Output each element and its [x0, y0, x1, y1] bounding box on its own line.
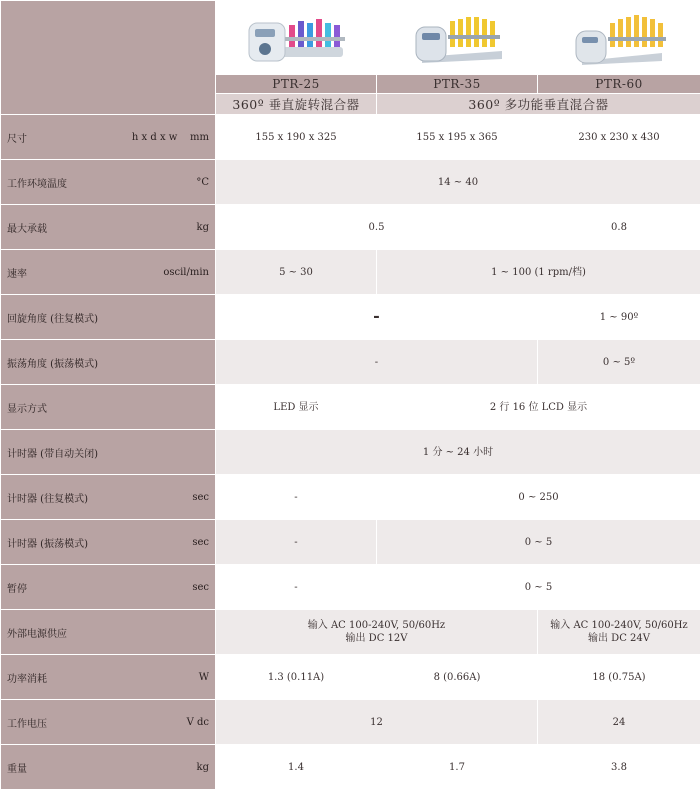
spec-value	[538, 340, 700, 385]
spec-label: 回旋角度 (往复模式)	[7, 313, 98, 325]
spec-label: 计时器 (带自动关闭)	[7, 448, 98, 460]
spec-value-text: 1.3 (0.11A)	[267, 671, 325, 683]
spec-value-text: 输入 AC 100-240V, 50/60Hz 输出 DC 12V	[307, 620, 446, 644]
model-description-ptr35-ptr60: 360º 多功能垂直混合器	[377, 94, 700, 115]
spec-value-text: 14 ~ 40	[437, 176, 479, 188]
spec-value-text: 0 ~ 5	[524, 581, 553, 593]
model-description-ptr25: 360º 垂直旋转混合器	[216, 94, 377, 115]
spec-value-text: 0 ~ 250	[518, 491, 559, 503]
product-image-ptr35	[377, 1, 538, 75]
spec-value	[216, 295, 538, 340]
spec-value-text: 1 ~ 90º	[599, 311, 639, 323]
spec-row	[1, 115, 700, 160]
spec-label-cell	[1, 745, 216, 790]
spec-unit: sec	[192, 491, 209, 503]
spec-label-cell	[1, 340, 216, 385]
spec-value	[216, 700, 538, 745]
spec-value-text: 5 ~ 30	[279, 266, 313, 278]
spec-label-cell	[1, 205, 216, 250]
spec-label: 最大承载	[7, 223, 47, 235]
spec-value	[216, 610, 538, 655]
spec-label-cell	[1, 115, 216, 160]
spec-value-text: 8 (0.66A)	[433, 671, 481, 683]
model-name-ptr60: PTR-60	[538, 75, 700, 94]
spec-row	[1, 250, 700, 295]
spec-unit: h x d x w mm	[131, 131, 209, 143]
spec-value-text: -	[374, 356, 379, 368]
header-corner	[1, 1, 216, 115]
spec-label-cell	[1, 565, 216, 610]
spec-value-text: 1 ~ 100 (1 rpm/档)	[491, 266, 586, 278]
spec-row	[1, 205, 700, 250]
spec-row	[1, 385, 700, 430]
spec-value-text: 1.4	[288, 761, 304, 773]
spec-value-text: LED 显示	[273, 401, 319, 413]
spec-unit: kg	[196, 221, 209, 233]
rotator-ptr35-image	[402, 7, 512, 69]
spec-row	[1, 295, 700, 340]
spec-value-text: 1.7	[449, 761, 465, 773]
spec-value	[216, 115, 377, 160]
spec-label-cell	[1, 700, 216, 745]
spec-label-cell	[1, 610, 216, 655]
spec-label: 尺寸	[7, 133, 27, 145]
spec-value-text: 155 x 195 x 365	[416, 131, 498, 143]
spec-row	[1, 160, 700, 205]
spec-label-cell	[1, 655, 216, 700]
spec-label: 振荡角度 (振荡模式)	[7, 358, 98, 370]
spec-row	[1, 610, 700, 655]
spec-label: 外部电源供应	[7, 628, 67, 640]
spec-value-text: -	[294, 536, 298, 548]
spec-value	[216, 250, 377, 295]
spec-unit: kg	[196, 761, 209, 773]
spec-value-text: 0 ~ 5	[524, 536, 553, 548]
spec-label: 计时器 (振荡模式)	[7, 538, 88, 550]
spec-value	[377, 115, 538, 160]
spec-value	[538, 295, 700, 340]
spec-value	[538, 655, 700, 700]
spec-unit: V dc	[186, 716, 209, 728]
spec-unit: W	[198, 671, 209, 683]
rotator-ptr25-image	[241, 7, 351, 69]
spec-value	[216, 385, 377, 430]
spec-value	[377, 745, 538, 790]
spec-value	[216, 655, 377, 700]
spec-value	[377, 565, 700, 610]
spec-value-text: 0.8	[611, 221, 627, 233]
spec-label-cell	[1, 160, 216, 205]
spec-value	[216, 520, 377, 565]
spec-value	[216, 745, 377, 790]
spec-unit: oscil/min	[163, 266, 209, 278]
spec-value	[538, 115, 700, 160]
spec-label: 显示方式	[7, 403, 47, 415]
spec-value	[216, 430, 700, 475]
spec-value-text: 0 ~ 5º	[602, 356, 636, 368]
spec-label: 工作电压	[7, 718, 47, 730]
model-name-ptr35: PTR-35	[377, 75, 538, 94]
spec-value-text: 2 行 16 位 LCD 显示	[489, 401, 588, 413]
spec-value-text: 24	[612, 716, 626, 728]
spec-unit: sec	[192, 536, 209, 548]
spec-value-text: 155 x 190 x 325	[255, 131, 337, 143]
spec-row	[1, 430, 700, 475]
spec-label: 重量	[7, 763, 27, 775]
model-name-ptr25: PTR-25	[216, 75, 377, 94]
spec-row	[1, 700, 700, 745]
spec-value	[216, 565, 377, 610]
spec-value-text: -	[294, 491, 298, 503]
spec-label: 功率消耗	[7, 673, 47, 685]
spec-value-text: 输入 AC 100-240V, 50/60Hz 输出 DC 24V	[550, 620, 688, 644]
spec-value-text: 230 x 230 x 430	[578, 131, 660, 143]
spec-row	[1, 340, 700, 385]
spec-value	[377, 520, 700, 565]
rotator-ptr60-image	[564, 7, 674, 69]
spec-value-text: 0.5	[368, 221, 385, 233]
spec-label-cell	[1, 430, 216, 475]
spec-value	[538, 700, 700, 745]
spec-label-cell	[1, 250, 216, 295]
spec-value	[377, 475, 700, 520]
spec-value-text: -	[294, 581, 298, 593]
spec-value-text: 18 (0.75A)	[592, 671, 646, 683]
spec-row	[1, 655, 700, 700]
spec-value	[377, 655, 538, 700]
spec-label-cell	[1, 295, 216, 340]
spec-value-text: 1 分 ~ 24 小时	[422, 446, 494, 458]
spec-label: 暂停	[7, 583, 27, 595]
spec-row	[1, 520, 700, 565]
spec-unit: sec	[192, 581, 209, 593]
spec-value-text: -	[373, 306, 380, 325]
spec-label: 计时器 (往复模式)	[7, 493, 88, 505]
spec-row	[1, 565, 700, 610]
spec-row	[1, 745, 700, 790]
spec-row	[1, 475, 700, 520]
spec-value	[216, 475, 377, 520]
spec-unit: °C	[196, 176, 209, 188]
product-image-ptr25	[216, 1, 377, 75]
spec-label: 速率	[7, 268, 27, 280]
spec-value	[216, 205, 538, 250]
spec-value	[377, 250, 700, 295]
spec-value	[538, 745, 700, 790]
spec-value	[377, 385, 700, 430]
spec-value-text: 12	[370, 716, 383, 728]
product-image-ptr60	[538, 1, 700, 75]
spec-label: 工作环境温度	[7, 178, 67, 190]
spec-value	[216, 340, 538, 385]
spec-value	[216, 160, 700, 205]
spec-label-cell	[1, 475, 216, 520]
spec-label-cell	[1, 385, 216, 430]
spec-value	[538, 610, 700, 655]
spec-value	[538, 205, 700, 250]
spec-value-text: 3.8	[611, 761, 627, 773]
spec-label-cell	[1, 520, 216, 565]
